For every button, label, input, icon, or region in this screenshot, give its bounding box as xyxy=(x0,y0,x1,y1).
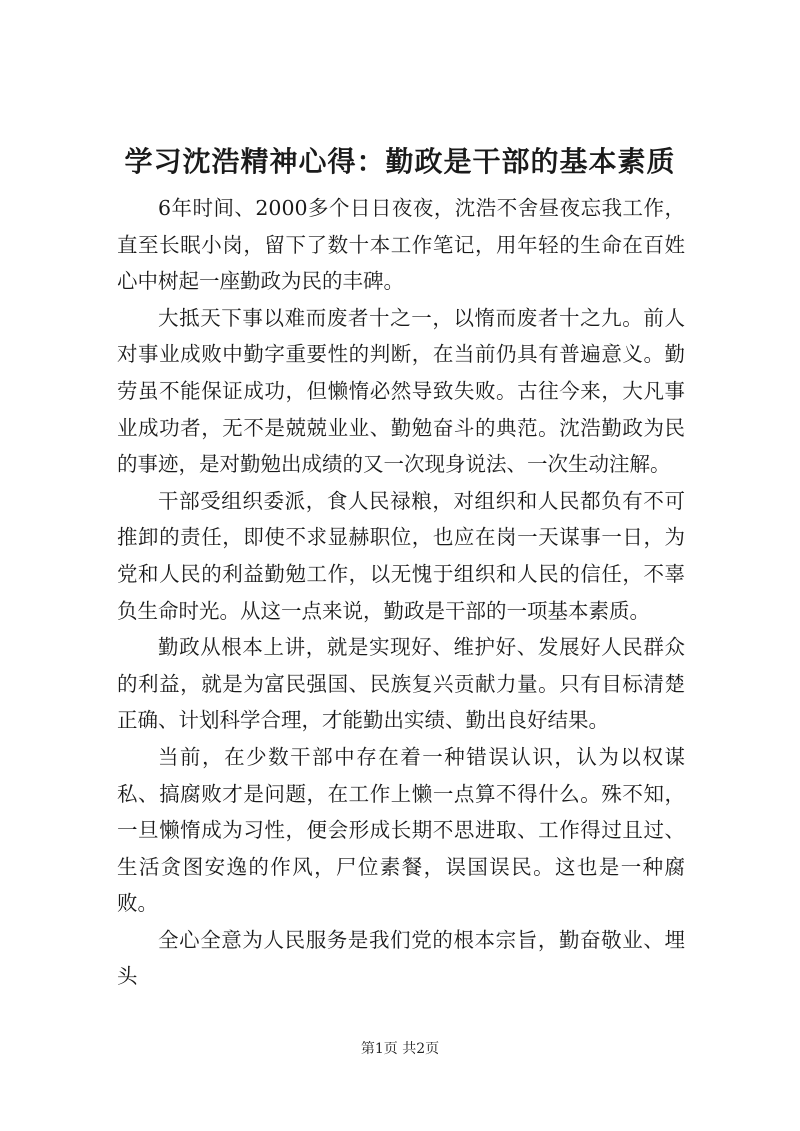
paragraph: 当前，在少数干部中存在着一种错误认识，认为以权谋私、搞腐败才是问题，在工作上懒一点算不得什么。殊不知，一旦懒惰成为习性，便会形成长期不思进取、工作得过且过、生活贪图安逸的作风，尸位素餐，误国误民。这也是一种腐败。 xyxy=(117,744,685,916)
paragraph: 大抵天下事以难而废者十之一，以惰而废者十之九。前人对事业成败中勤字重要性的判断，在当前仍具有普遍意义。勤劳虽不能保证成功，但懒惰必然导致失败。古往今来，大凡事业成功者，无不是兢兢业业、勤勉奋斗的典范。沈浩勤政为民的事迹，是对勤勉出成绩的又一次现身说法、一次生动注解。 xyxy=(117,305,685,477)
document-title: 学习沈浩精神心得：勤政是干部的基本素质 xyxy=(124,145,676,178)
page-number-footer: 第1页 共2页 xyxy=(360,1041,440,1057)
paragraph: 勤政从根本上讲，就是实现好、维护好、发展好人民群众的利益，就是为富民强国、民族复兴贡献力量。只有目标清楚正确、计划科学合理，才能勤出实绩、勤出良好结果。 xyxy=(117,635,685,733)
paragraph: 全心全意为人民服务是我们党的根本宗旨，勤奋敬业、埋头 xyxy=(117,927,685,989)
document-body xyxy=(117,190,685,995)
paragraph: 干部受组织委派，食人民禄粮，对组织和人民都负有不可推卸的责任，即使不求显赫职位，也应在岗一天谋事一日，为党和人民的利益勤勉工作，以无愧于组织和人民的信任，不辜负生命时光。从这一点来说，勤政是干部的一项基本素质。 xyxy=(117,488,685,623)
paragraph: 6年时间、2000多个日日夜夜，沈浩不舍昼夜忘我工作，直至长眠小岗，留下了数十本工作笔记，用年轻的生命在百姓心中树起一座勤政为民的丰碑。 xyxy=(117,196,685,294)
